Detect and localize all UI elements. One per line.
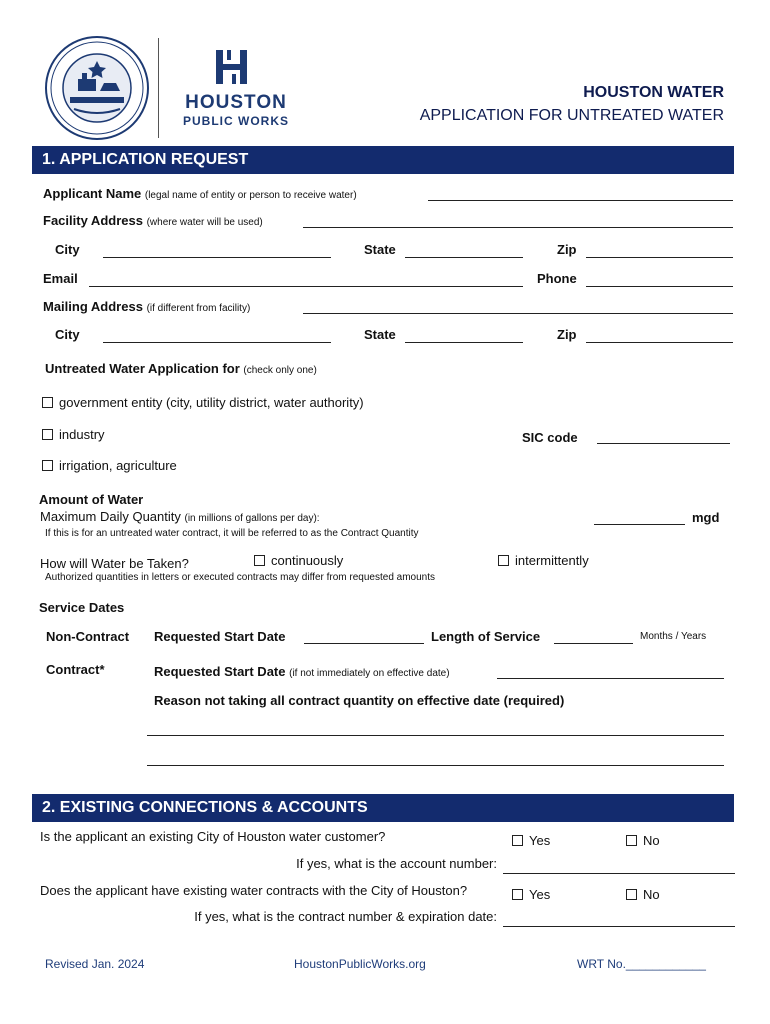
- mailing-address-field[interactable]: [303, 313, 733, 314]
- checkbox-contract-no[interactable]: [626, 889, 637, 900]
- logo-text-houston: HOUSTON: [185, 92, 287, 113]
- mailing-zip-field[interactable]: [586, 342, 733, 343]
- contract-yes-option[interactable]: Yes: [512, 887, 550, 902]
- contract-requested-start-label: Requested Start Date (if not immediately on effective date): [154, 664, 450, 679]
- mailing-zip-label: Zip: [557, 327, 577, 342]
- sic-code-field[interactable]: [597, 443, 730, 444]
- existing-contract-question: Does the applicant have existing water contracts with the City of Houston?: [40, 883, 468, 898]
- requested-start-date-field[interactable]: [304, 643, 424, 644]
- account-number-label: If yes, what is the account number:: [296, 856, 497, 871]
- mailing-state-label: State: [364, 327, 396, 342]
- customer-yes-option[interactable]: Yes: [512, 833, 550, 848]
- contract-number-label: If yes, what is the contract number & expiration date:: [194, 909, 497, 924]
- months-years-unit: Months / Years: [640, 631, 707, 642]
- max-daily-quantity-field[interactable]: [594, 524, 685, 525]
- length-of-service-field[interactable]: [554, 643, 633, 644]
- zip-field[interactable]: [586, 257, 733, 258]
- wrt-number: WRT No.____________: [577, 957, 706, 971]
- reason-label: Reason not taking all contract quantity on effective date (required): [154, 693, 565, 708]
- service-dates-heading: Service Dates: [39, 600, 125, 615]
- non-contract-label: Non-Contract: [46, 629, 130, 644]
- account-number-field[interactable]: [503, 873, 735, 874]
- customer-no-option[interactable]: No: [626, 833, 660, 848]
- section-1-heading: 1. APPLICATION REQUEST: [32, 146, 734, 174]
- reason-field-line-1[interactable]: [147, 735, 724, 736]
- email-label: Email: [43, 271, 78, 286]
- logo-text-public-works: PUBLIC WORKS: [183, 114, 289, 128]
- option-government[interactable]: government entity (city, utility district, water authority): [42, 395, 364, 410]
- mailing-address-label: Mailing Address (if different from facility): [43, 299, 251, 314]
- length-of-service-label: Length of Service: [431, 629, 541, 644]
- checkbox-customer-yes[interactable]: [512, 835, 523, 846]
- max-daily-quantity-label: Maximum Daily Quantity (in millions of gallons per day):: [40, 509, 320, 524]
- existing-customer-question: Is the applicant an existing City of Houston water customer?: [40, 829, 386, 844]
- checkbox-intermittently[interactable]: [498, 555, 509, 566]
- city-field[interactable]: [103, 257, 331, 258]
- city-seal-logo: [44, 35, 150, 141]
- application-for-label: Untreated Water Application for (check only one): [45, 361, 317, 376]
- mailing-city-label: City: [55, 327, 80, 342]
- checkbox-government[interactable]: [42, 397, 53, 408]
- zip-label: Zip: [557, 242, 577, 257]
- authorized-quantities-note: Authorized quantities in letters or executed contracts may differ from requested amounts: [45, 572, 436, 583]
- requested-start-date-label: Requested Start Date: [154, 629, 286, 644]
- form-subtitle: APPLICATION FOR UNTREATED WATER: [419, 107, 724, 124]
- checkbox-irrigation[interactable]: [42, 460, 53, 471]
- sic-code-label: SIC code: [522, 430, 578, 445]
- checkbox-industry[interactable]: [42, 429, 53, 440]
- mailing-city-field[interactable]: [103, 342, 331, 343]
- city-label: City: [55, 242, 80, 257]
- option-industry[interactable]: industry: [42, 427, 105, 442]
- contract-no-option[interactable]: No: [626, 887, 660, 902]
- option-irrigation[interactable]: irrigation, agriculture: [42, 458, 177, 473]
- checkbox-continuously[interactable]: [254, 555, 265, 566]
- option-intermittently[interactable]: intermittently: [498, 553, 589, 568]
- website-link[interactable]: HoustonPublicWorks.org: [294, 957, 426, 971]
- reason-field-line-2[interactable]: [147, 765, 724, 766]
- mailing-state-field[interactable]: [405, 342, 523, 343]
- email-field[interactable]: [89, 286, 523, 287]
- section-2-heading: 2. EXISTING CONNECTIONS & ACCOUNTS: [32, 794, 734, 822]
- checkbox-customer-no[interactable]: [626, 835, 637, 846]
- facility-address-label: Facility Address (where water will be used): [43, 213, 263, 228]
- contract-requested-start-field[interactable]: [497, 678, 724, 679]
- form-title: HOUSTON WATER: [583, 84, 724, 101]
- contract-label: Contract*: [46, 662, 105, 677]
- state-label: State: [364, 242, 396, 257]
- facility-address-field[interactable]: [303, 227, 733, 228]
- phone-label: Phone: [537, 271, 577, 286]
- mgd-unit: mgd: [692, 510, 720, 525]
- contract-quantity-note: If this is for an untreated water contract, it will be referred to as the Contract Quantity: [45, 528, 419, 539]
- applicant-name-field[interactable]: [428, 200, 733, 201]
- how-taken-label: How will Water be Taken?: [40, 556, 189, 571]
- houston-public-works-logo: [172, 46, 300, 132]
- header-divider: [158, 38, 159, 138]
- phone-field[interactable]: [586, 286, 733, 287]
- contract-number-field[interactable]: [503, 926, 735, 927]
- checkbox-contract-yes[interactable]: [512, 889, 523, 900]
- state-field[interactable]: [405, 257, 523, 258]
- revised-date: Revised Jan. 2024: [45, 957, 145, 971]
- amount-of-water-heading: Amount of Water: [39, 492, 144, 507]
- option-continuously[interactable]: continuously: [254, 553, 343, 568]
- applicant-name-label: Applicant Name (legal name of entity or person to receive water): [43, 186, 357, 201]
